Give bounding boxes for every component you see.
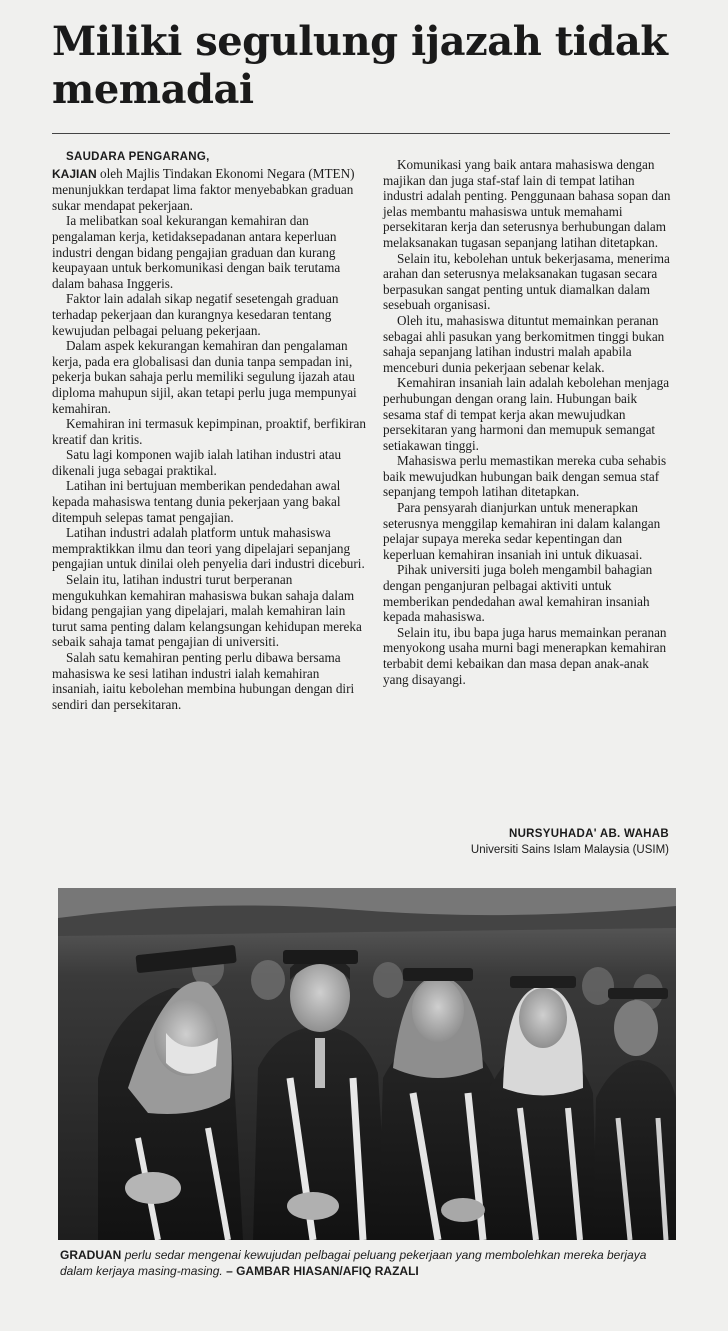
caption-credit: – GAMBAR HIASAN/AFIQ RAZALI (226, 1263, 419, 1278)
body-paragraph: Satu lagi komponen wajib ialah latihan industri atau dikenali juga sebagai praktikal. (52, 447, 342, 478)
body-paragraph: Selain itu, ibu bapa juga harus memainkan peranan menyokong usaha murni bagi menerapkan kemahiran terbabit demi kebaikan dan masa depan anak-anak yang disayangi. (383, 624, 667, 687)
caption-text: perlu sedar mengenai kewujudan pelbagai peluang pekerjaan yang membolehkan mereka berjaya dalam kerjaya masing-masing. (60, 1248, 647, 1278)
lead-paragraph (52, 166, 368, 214)
body-paragraph: Komunikasi yang baik antara mahasiswa dengan majikan dan juga staf-staf lain di tempat latihan industri adalah penting. Penggunaan bahasa sopan dan jelas membantu mahasiswa untuk memahami persekitaran kerja dan seterusnya berhubungan dalam melaksanakan tugasan sepanjang latihan ditetapkan. (383, 157, 671, 250)
headline: Miliki segulung ijazah tidak memadai (52, 18, 668, 113)
left-column (52, 150, 368, 712)
body-paragraph: Pihak universiti juga boleh mengambil bahagian dengan penganjuran pelbagai aktiviti untuk memberikan pendedahan awal kemahiran insaniah kepada mahasiswa. (383, 562, 653, 625)
body-paragraph: Kemahiran insaniah lain adalah kebolehan menjaga perhubungan dengan orang lain. Hubungan baik sesama staf di tempat kerja akan mewujudkan persekitaran yang harmoni dan memupuk semangat setiakawan tinggi. (383, 375, 670, 453)
salutation: SAUDARA PENGARANG, (66, 151, 210, 163)
author-signature (455, 826, 669, 858)
graduation-photo (58, 888, 676, 1240)
right-column (383, 157, 673, 687)
caption-lead: GRADUAN (60, 1248, 122, 1262)
body-paragraph: Latihan industri adalah platform untuk mahasiswa mempraktikkan ilmu dan teori yang dipelajari sepanjang pengajian untuk dinilai oleh penyelia dari industri diceburi. (52, 525, 365, 572)
body-paragraph: Faktor lain adalah sikap negatif sesetengah graduan terhadap pekerjaan dan kurangnya kesedaran tentang kewujudan pelbagai peluang pekerjaan. (52, 291, 339, 338)
body-paragraph: Kemahiran ini termasuk kepimpinan, proaktif, berfikiran kreatif dan kritis. (52, 416, 366, 447)
body-paragraph: Salah satu kemahiran penting perlu dibawa bersama mahasiswa ke sesi latihan industri ialah kemahiran insaniah, iaitu kebolehan membina hubungan dengan diri sendiri dan persekitaran. (52, 650, 355, 712)
body-paragraph: Selain itu, kebolehan untuk bekerjasama, menerima arahan dan seterusnya melaksanakan tugasan secara berpasukan sangat penting untuk diamalkan dalam sesebuah organisasi. (383, 250, 670, 313)
lead-paragraph-text: oleh Majlis Tindakan Ekonomi Negara (MTEN) menunjukkan terdapat lima faktor menyebabkan graduan sukar mendapat pekerjaan. (52, 165, 355, 213)
body-paragraph: Oleh itu, mahasiswa dituntut memainkan peranan sebagai ahli pasukan yang berkomitmen tinggi bukan sahaja sepanjang latihan industri malah apabila menceburi dunia pekerjaan sebenar kelak. (383, 312, 665, 375)
photo-caption (60, 1248, 680, 1279)
body-paragraph: Selain itu, latihan industri turut berperanan mengukuhkan kemahiran mahasiswa bukan sahaja dalam bidang pengajian yang dipelajari, malah kemahiran lain turut sama penting dalam kelangsungan kehidupan mereka sebaik sahaja tamat pengajian di universiti. (52, 572, 362, 650)
body-paragraph: Latihan ini bertujuan memberikan pendedahan awal kepada mahasiswa tentang dunia pekerjaan yang bakal ditempuh selepas tamat pengajian. (52, 478, 341, 525)
graduation-photo-illustration (58, 888, 676, 1240)
headline-divider (52, 133, 670, 134)
author-name: NURSYUHADA' AB. WAHAB (508, 828, 669, 840)
body-paragraph: Ia melibatkan soal kekurangan kemahiran dan pengalaman kerja, ketidaksepadanan antara keperluan industri dengan bidang pengajian graduan dan kurang keupayaan untuk berkomunikasi dengan baik terutama dalam bahasa Inggeris. (52, 213, 341, 291)
author-affiliation: Universiti Sains Islam Malaysia (USIM) (470, 844, 669, 856)
body-paragraph: Mahasiswa perlu memastikan mereka cuba sehabis baik mewujudkan hubungan baik dengan semua staf sepanjang tempoh latihan ditetapkan. (383, 453, 667, 500)
body-paragraph: Para pensyarah dianjurkan untuk menerapkan seterusnya menggilap kemahiran ini dalam kalangan pelajar supaya mereka sedar kepentingan dan keperluan kemahiran insaniah ini untuk dikuasai. (383, 500, 661, 562)
lead-word: KAJIAN (52, 166, 97, 181)
body-paragraph: Dalam aspek kekurangan kemahiran dan pengalaman kerja, pada era globalisasi dan dunia tanpa sempadan ini, pekerja bukan sahaja perlu memiliki segulung ijazah atau diploma mahupun sijil, akan tetapi perlu juga mempunyai kemahiran. (52, 338, 357, 416)
